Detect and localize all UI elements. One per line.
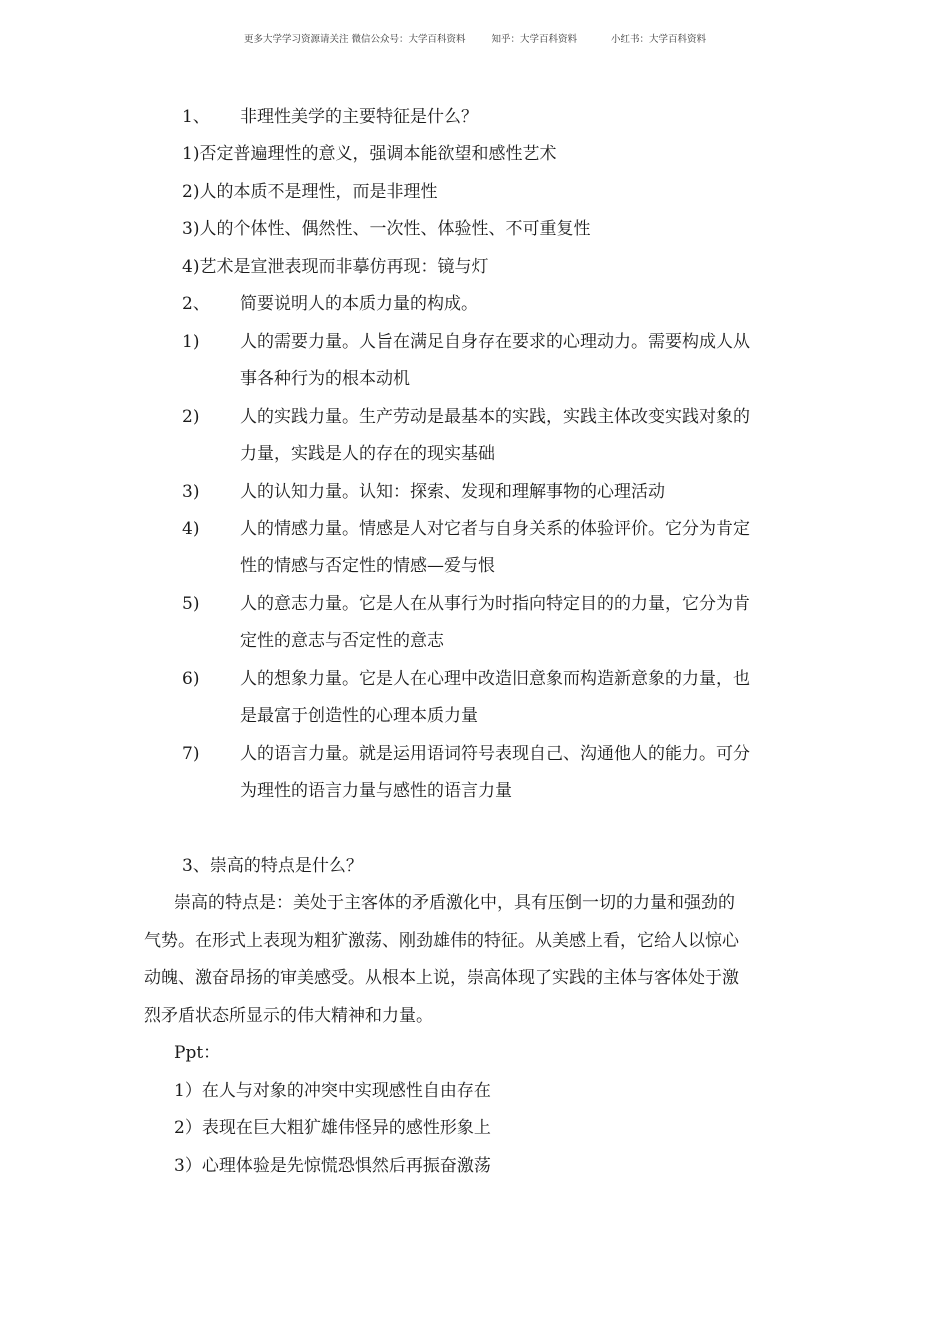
q3-ppt-point: 1）在人与对象的冲突中实现感性自由存在 [174, 1081, 491, 1101]
q3-paragraph-line: 动魄、激奋昂扬的审美感受。从根本上说，崇高体现了实践的主体与客体处于激 [144, 968, 739, 988]
header-zhihu-text: 知乎：大学百科资料 [491, 34, 578, 45]
q2-item-text: 人的需要力量。人旨在满足自身存在要求的心理动力。需要构成人从 [240, 332, 750, 352]
q2-item-number: 5) [182, 594, 200, 614]
q2-item-text-cont: 定性的意志与否定性的意志 [240, 631, 444, 651]
q2-item-text: 人的想象力量。它是人在心理中改造旧意象而构造新意象的力量，也 [240, 669, 750, 689]
q2-item-text-cont: 事各种行为的根本动机 [240, 369, 410, 389]
q3-paragraph-line: 崇高的特点是：美处于主客体的矛盾激化中，具有压倒一切的力量和强劲的 [174, 893, 735, 913]
q3-ppt-point: 2）表现在巨大粗犷雄伟怪异的感性形象上 [174, 1118, 491, 1138]
q2-item-text-cont: 力量，实践是人的存在的现实基础 [240, 444, 495, 464]
q2-item-text: 人的情感力量。情感是人对它者与自身关系的体验评价。它分为肯定 [240, 519, 750, 539]
q2-item-number: 7) [182, 744, 200, 764]
q2-item-text-cont: 为理性的语言力量与感性的语言力量 [240, 781, 512, 801]
q3-ppt-point: 3）心理体验是先惊慌恐惧然后再振奋激荡 [174, 1156, 491, 1176]
q2-item-number: 1) [182, 332, 200, 352]
q3-title: 3、崇高的特点是什么？ [182, 856, 363, 876]
q3-paragraph-line: 烈矛盾状态所显示的伟大精神和力量。 [144, 1006, 433, 1026]
q3-ppt-label: Ppt： [174, 1043, 221, 1063]
q2-item-text-cont: 是最富于创造性的心理本质力量 [240, 706, 478, 726]
q2-item-text: 人的意志力量。它是人在从事行为时指向特定目的的力量，它分为肯 [240, 594, 750, 614]
q2-item-text-cont: 性的情感与否定性的情感—爱与恨 [240, 556, 495, 576]
q2-item-number: 4) [182, 519, 200, 539]
q2-item-text: 人的实践力量。生产劳动是最基本的实践，实践主体改变实践对象的 [240, 407, 750, 427]
q2-item-number: 3) [182, 482, 200, 502]
q2-item-number: 2) [182, 407, 200, 427]
page-header [0, 31, 950, 45]
q1-point: 3)人的个体性、偶然性、一次性、体验性、不可重复性 [182, 219, 591, 239]
q1-number: 1、 [182, 107, 210, 127]
q2-item-text: 人的语言力量。就是运用语词符号表现自己、沟通他人的能力。可分 [240, 744, 750, 764]
q1-point: 4)艺术是宣泄表现而非摹仿再现：镜与灯 [182, 257, 489, 277]
q1-title: 非理性美学的主要特征是什么？ [240, 107, 478, 127]
q1-point: 2)人的本质不是理性，而是非理性 [182, 182, 438, 202]
q2-title: 简要说明人的本质力量的构成。 [240, 294, 478, 314]
q1-point: 1)否定普遍理性的意义，强调本能欲望和感性艺术 [182, 144, 557, 164]
q2-item-text: 人的认知力量。认知：探索、发现和理解事物的心理活动 [240, 482, 665, 502]
q3-paragraph-line: 气势。在形式上表现为粗犷激荡、刚劲雄伟的特征。从美感上看，它给人以惊心 [144, 931, 739, 951]
header-xiaohongshu-text: 小红书：大学百科资料 [611, 34, 707, 45]
q2-number: 2、 [182, 294, 210, 314]
q2-item-number: 6) [182, 669, 200, 689]
header-wechat-text: 更多大学学习资源请关注 微信公众号：大学百科资料 [243, 34, 466, 45]
